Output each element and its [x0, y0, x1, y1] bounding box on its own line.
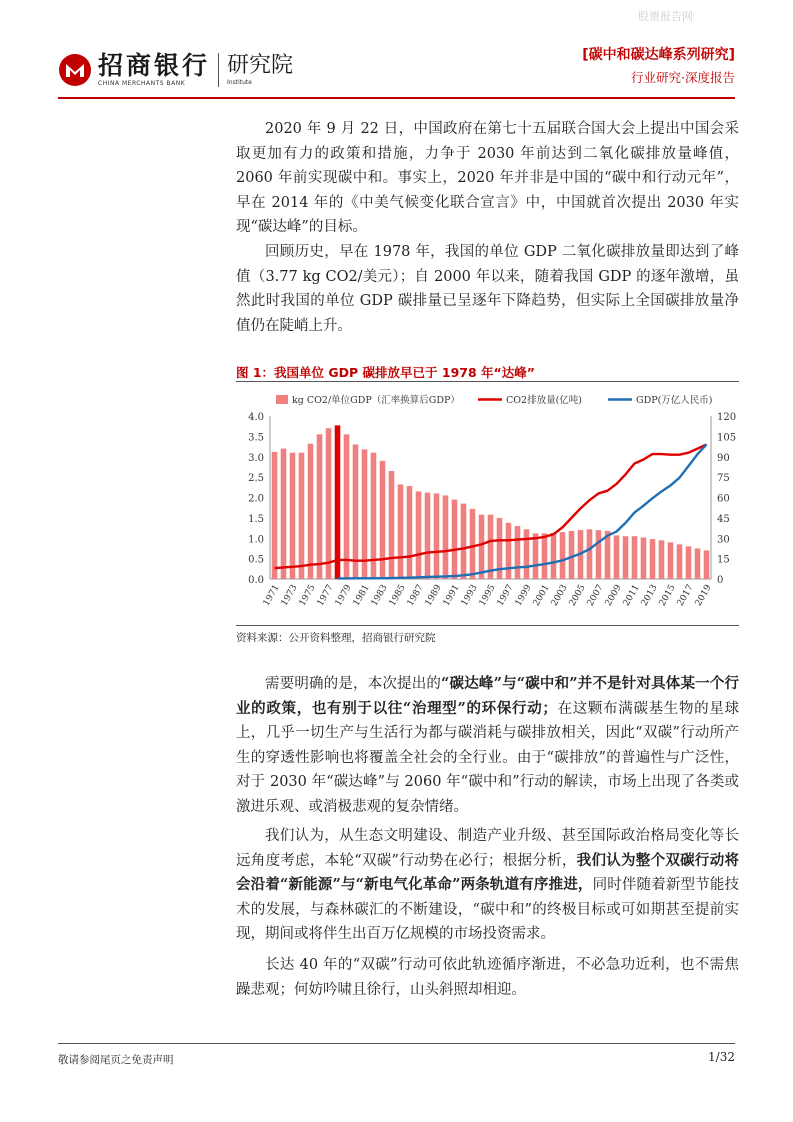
- cmb-logo-icon: [58, 53, 92, 87]
- left-tick-label: 4.0: [248, 412, 264, 423]
- x-tick-label: 1981: [351, 583, 372, 609]
- bank-name-cn: 招商银行: [98, 51, 211, 80]
- right-tick-label: 45: [717, 513, 730, 525]
- paragraph-3: [236, 672, 739, 819]
- left-tick-label: 0.0: [248, 575, 264, 586]
- bar-co2-per-gdp: [461, 504, 467, 579]
- x-tick-label: 1993: [459, 583, 480, 609]
- p4-text-a: 我们认为，从生态文明建设、制造产业升级、甚至国际政治格局变化等长远角度考虑，本轮“双碳”行动势在必行；根据分析，: [236, 828, 739, 869]
- bar-co2-per-gdp: [533, 533, 539, 579]
- figure-top-rule: [236, 381, 739, 382]
- report-type: 行业研究·深度报告: [631, 70, 735, 85]
- bar-co2-per-gdp: [560, 532, 566, 579]
- figure-title: 图 1：我国单位 GDP 碳排放早已于 1978 年“达峰”: [236, 365, 535, 380]
- bar-co2-per-gdp: [479, 515, 485, 579]
- bar-co2-per-gdp: [335, 425, 341, 579]
- bar-co2-per-gdp: [650, 539, 656, 579]
- bar-co2-per-gdp: [389, 471, 395, 579]
- left-tick-label: 2.0: [248, 493, 264, 505]
- right-tick-label: 120: [717, 412, 737, 423]
- footer-rule: [58, 1043, 735, 1044]
- bank-name-en: CHINA MERCHANTS BANK: [98, 80, 186, 87]
- p4-bold: 我们认为整个双碳行动将会沿着“新能源”与“新电气化革命”两条轨道有序推进，: [236, 851, 740, 893]
- x-tick-label: 1979: [333, 583, 354, 609]
- bar-co2-per-gdp: [416, 491, 422, 579]
- carbon-chart: [236, 385, 739, 615]
- bar-co2-per-gdp: [380, 461, 386, 579]
- bar-co2-per-gdp: [623, 536, 629, 579]
- p3-text-c: 在这颗布满碳基生物的星球上，几乎一切生产与生活行为都与碳消耗与碳排放相关，因此“双碳”行动所产生的穿透性影响也将覆盖全社会的全行业。由于“碳排放”的普遍性与广泛性，对于 2030 年“碳达峰”与 2060 年“碳中和”行动的解读，市场上出现了各类或激进乐观、或消极悲观的复杂情绪。: [236, 700, 740, 815]
- right-tick-label: 105: [717, 432, 737, 444]
- bar-co2-per-gdp: [281, 449, 287, 579]
- bar-co2-per-gdp: [425, 493, 431, 579]
- x-tick-label: 1985: [387, 583, 408, 609]
- x-tick-label: 1995: [477, 583, 498, 609]
- logo-divider: [218, 53, 219, 87]
- x-tick-label: 1987: [405, 583, 426, 609]
- p3-bold: “碳达峰”与“碳中和”并不是针对具体某一个行业的政策，也有别于以往“治理型”的环保行动；: [236, 675, 739, 717]
- x-tick-label: 2001: [531, 583, 552, 609]
- legend-gdp-label: GDP(万亿人民币): [636, 395, 713, 406]
- paragraph-4: [236, 824, 739, 947]
- bar-co2-per-gdp: [398, 484, 404, 579]
- bar-co2-per-gdp: [344, 434, 350, 579]
- bar-co2-per-gdp: [677, 544, 683, 579]
- bar-co2-per-gdp: [515, 526, 521, 579]
- p4-text-c: 同时伴随着新型节能技术的发展，与森林碳汇的不断建设，“碳中和”的终极目标或可如期甚至提前实现，期间或将伴生出百万亿规模的市场投资需求。: [236, 877, 740, 942]
- bar-co2-per-gdp: [632, 536, 638, 579]
- figure-source: 资料来源：公开资料整理，招商银行研究院: [236, 632, 436, 644]
- x-tick-label: 1977: [315, 583, 336, 609]
- page-number: 1/32: [708, 1050, 735, 1064]
- right-tick-label: 15: [717, 554, 730, 566]
- bar-co2-per-gdp: [641, 537, 647, 579]
- bar-co2-per-gdp: [443, 495, 449, 579]
- paragraph-2: 回顾历史，早在 1978 年，我国的单位 GDP 二氧化碳排放量即达到了峰值（3.77 kg CO2/美元）；自 2000 年以来，随着我国 GDP 的逐年激增，虽然此时我国的单位 GDP 碳排量已呈逐年下降趋势，但实际上全国碳排放量净值仍在陡峭上升。: [236, 244, 739, 334]
- bar-co2-per-gdp: [353, 445, 359, 579]
- bar-co2-per-gdp: [470, 509, 476, 579]
- left-tick-label: 1.0: [248, 534, 264, 546]
- x-tick-label: 2007: [585, 583, 606, 609]
- right-tick-label: 75: [717, 473, 730, 485]
- bar-co2-per-gdp: [317, 434, 323, 579]
- bar-co2-per-gdp: [569, 531, 575, 579]
- x-tick-label: 1989: [423, 583, 444, 609]
- paragraph-1: 2020 年 9 月 22 日，中国政府在第七十五届联合国大会上提出中国会采取更加有力的政策和措施，力争于 2030 年前达到二氧化碳排放量峰值，2060 年前实现碳中和。事实上，2020 年并非是中国的“碳中和行动元年”，早在 2014 年的《中美气候变化联合宣言》中，中国就首次提出 2030 年实现“碳达峰”的目标。: [236, 121, 739, 235]
- bar-co2-per-gdp: [524, 529, 530, 579]
- x-tick-label: 2017: [675, 583, 696, 609]
- bar-co2-per-gdp: [587, 529, 593, 579]
- x-tick-label: 1997: [495, 583, 516, 609]
- bar-co2-per-gdp: [659, 540, 665, 579]
- paragraph-5: 长达 40 年的“双碳”行动可依此轨迹循序渐进，不必急功近利，也不需焦躁悲观；何妨吟啸且徐行，山头斜照却相迎。: [236, 957, 739, 998]
- bar-co2-per-gdp: [695, 548, 701, 579]
- x-tick-label: 1991: [441, 583, 462, 609]
- right-tick-label: 0: [717, 575, 724, 586]
- x-tick-label: 1971: [261, 583, 282, 609]
- x-tick-label: 2009: [603, 583, 624, 609]
- x-tick-label: 2005: [567, 583, 588, 609]
- footer-disclaimer: 敬请参阅尾页之免责声明: [58, 1054, 174, 1066]
- x-tick-label: 2003: [549, 583, 570, 609]
- header-rule: [58, 97, 735, 99]
- x-tick-label: 2013: [639, 583, 660, 609]
- legend-co2-label: CO2排放量(亿吨): [506, 395, 583, 406]
- bar-co2-per-gdp: [326, 428, 332, 579]
- x-tick-label: 2019: [693, 583, 714, 609]
- left-tick-label: 0.5: [248, 554, 264, 566]
- left-tick-label: 2.5: [248, 473, 264, 485]
- bar-co2-per-gdp: [272, 452, 278, 579]
- bank-logo: [58, 52, 293, 87]
- bar-co2-per-gdp: [542, 533, 548, 579]
- right-tick-label: 90: [717, 452, 730, 464]
- x-tick-label: 1999: [513, 583, 534, 609]
- left-tick-label: 3.0: [248, 452, 264, 464]
- bar-co2-per-gdp: [506, 523, 512, 579]
- bar-co2-per-gdp: [452, 500, 458, 579]
- bar-co2-per-gdp: [704, 550, 710, 579]
- x-tick-label: 2015: [657, 583, 678, 609]
- bar-co2-per-gdp: [686, 546, 692, 579]
- legend-bar-label: kg CO2/单位GDP（汇率换算后GDP）: [292, 395, 460, 406]
- left-tick-label: 3.5: [248, 432, 264, 444]
- bar-co2-per-gdp: [308, 444, 314, 579]
- bar-co2-per-gdp: [434, 493, 440, 579]
- legend-bar-swatch: [276, 395, 288, 404]
- bar-co2-per-gdp: [290, 453, 296, 579]
- series-tag: [碳中和碳达峰系列研究]: [582, 47, 735, 63]
- left-tick-label: 1.5: [248, 513, 264, 525]
- x-tick-label: 2011: [621, 583, 642, 609]
- x-tick-label: 1983: [369, 583, 390, 609]
- p3-text-a: 需要明确的是，本次提出的: [265, 676, 442, 692]
- figure-bottom-rule: [236, 625, 739, 626]
- x-tick-label: 1975: [297, 583, 318, 609]
- bar-co2-per-gdp: [299, 453, 305, 579]
- bar-co2-per-gdp: [407, 486, 413, 579]
- bar-co2-per-gdp: [668, 542, 674, 579]
- institute-name-cn: 研究院: [227, 53, 294, 78]
- watermark: 股票报告网: [638, 10, 693, 23]
- bar-co2-per-gdp: [551, 533, 557, 579]
- x-tick-label: 1973: [279, 583, 300, 609]
- institute-name-en: Institute: [227, 79, 252, 86]
- right-tick-label: 60: [717, 493, 730, 505]
- bar-co2-per-gdp: [596, 530, 602, 579]
- right-tick-label: 30: [717, 534, 730, 546]
- bar-co2-per-gdp: [614, 535, 620, 579]
